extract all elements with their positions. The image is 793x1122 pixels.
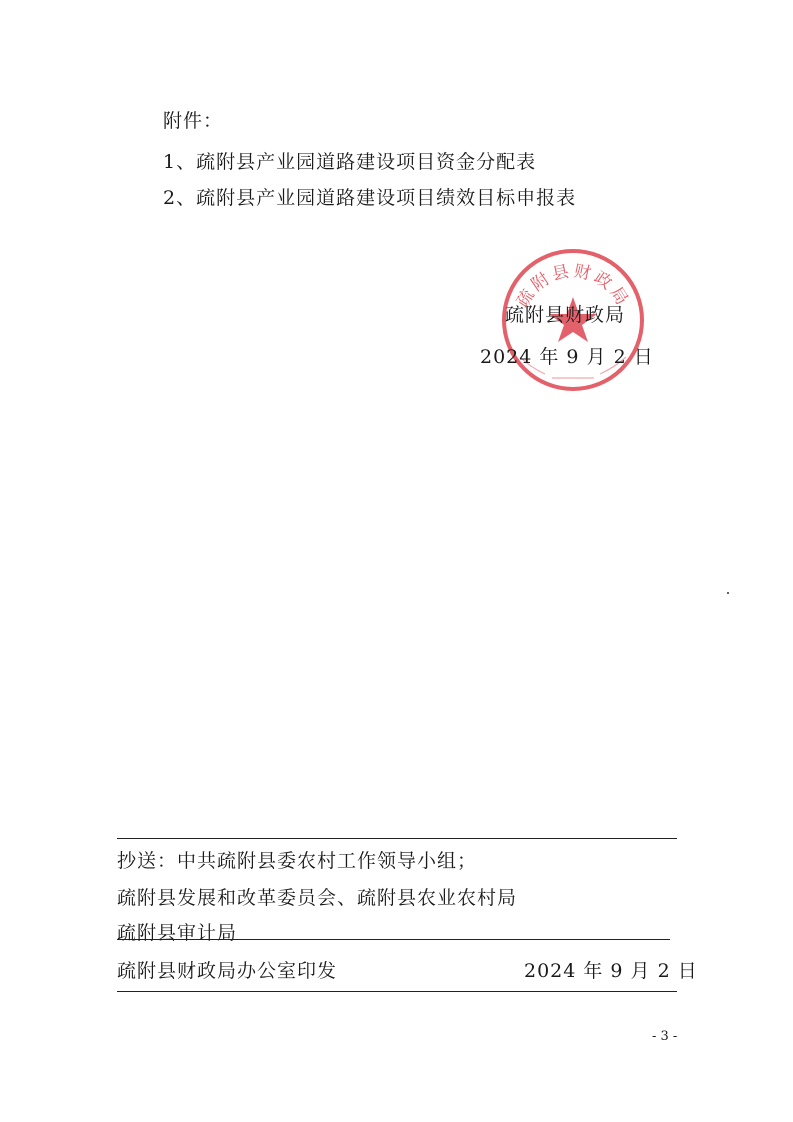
cc-line: 疏附县审计局	[117, 922, 238, 944]
footer-divider-bottom	[117, 991, 677, 992]
attachment-item: 1、疏附县产业园道路建设项目资金分配表	[163, 151, 537, 173]
issuer-office: 疏附县财政局办公室印发	[117, 960, 338, 982]
attachments-heading: 附件：	[163, 110, 224, 132]
seal-lettering: 疏附县财政局	[512, 261, 634, 312]
page-number: - 3 -	[652, 1029, 678, 1044]
attachment-item: 2、疏附县产业园道路建设项目绩效目标申报表	[163, 187, 577, 209]
footer-divider-middle	[117, 939, 670, 940]
signature-organization: 疏附县财政局	[505, 304, 626, 326]
cc-line: 疏附县发展和改革委员会、疏附县农业农村局	[117, 887, 518, 909]
signature-date: 2024 年 9 月 2 日	[480, 346, 654, 368]
footer-divider-top	[117, 838, 677, 839]
issue-date: 2024 年 9 月 2 日	[524, 960, 698, 982]
scan-speck	[727, 592, 729, 594]
cc-line: 抄送：中共疏附县委农村工作领导小组；	[117, 850, 478, 872]
